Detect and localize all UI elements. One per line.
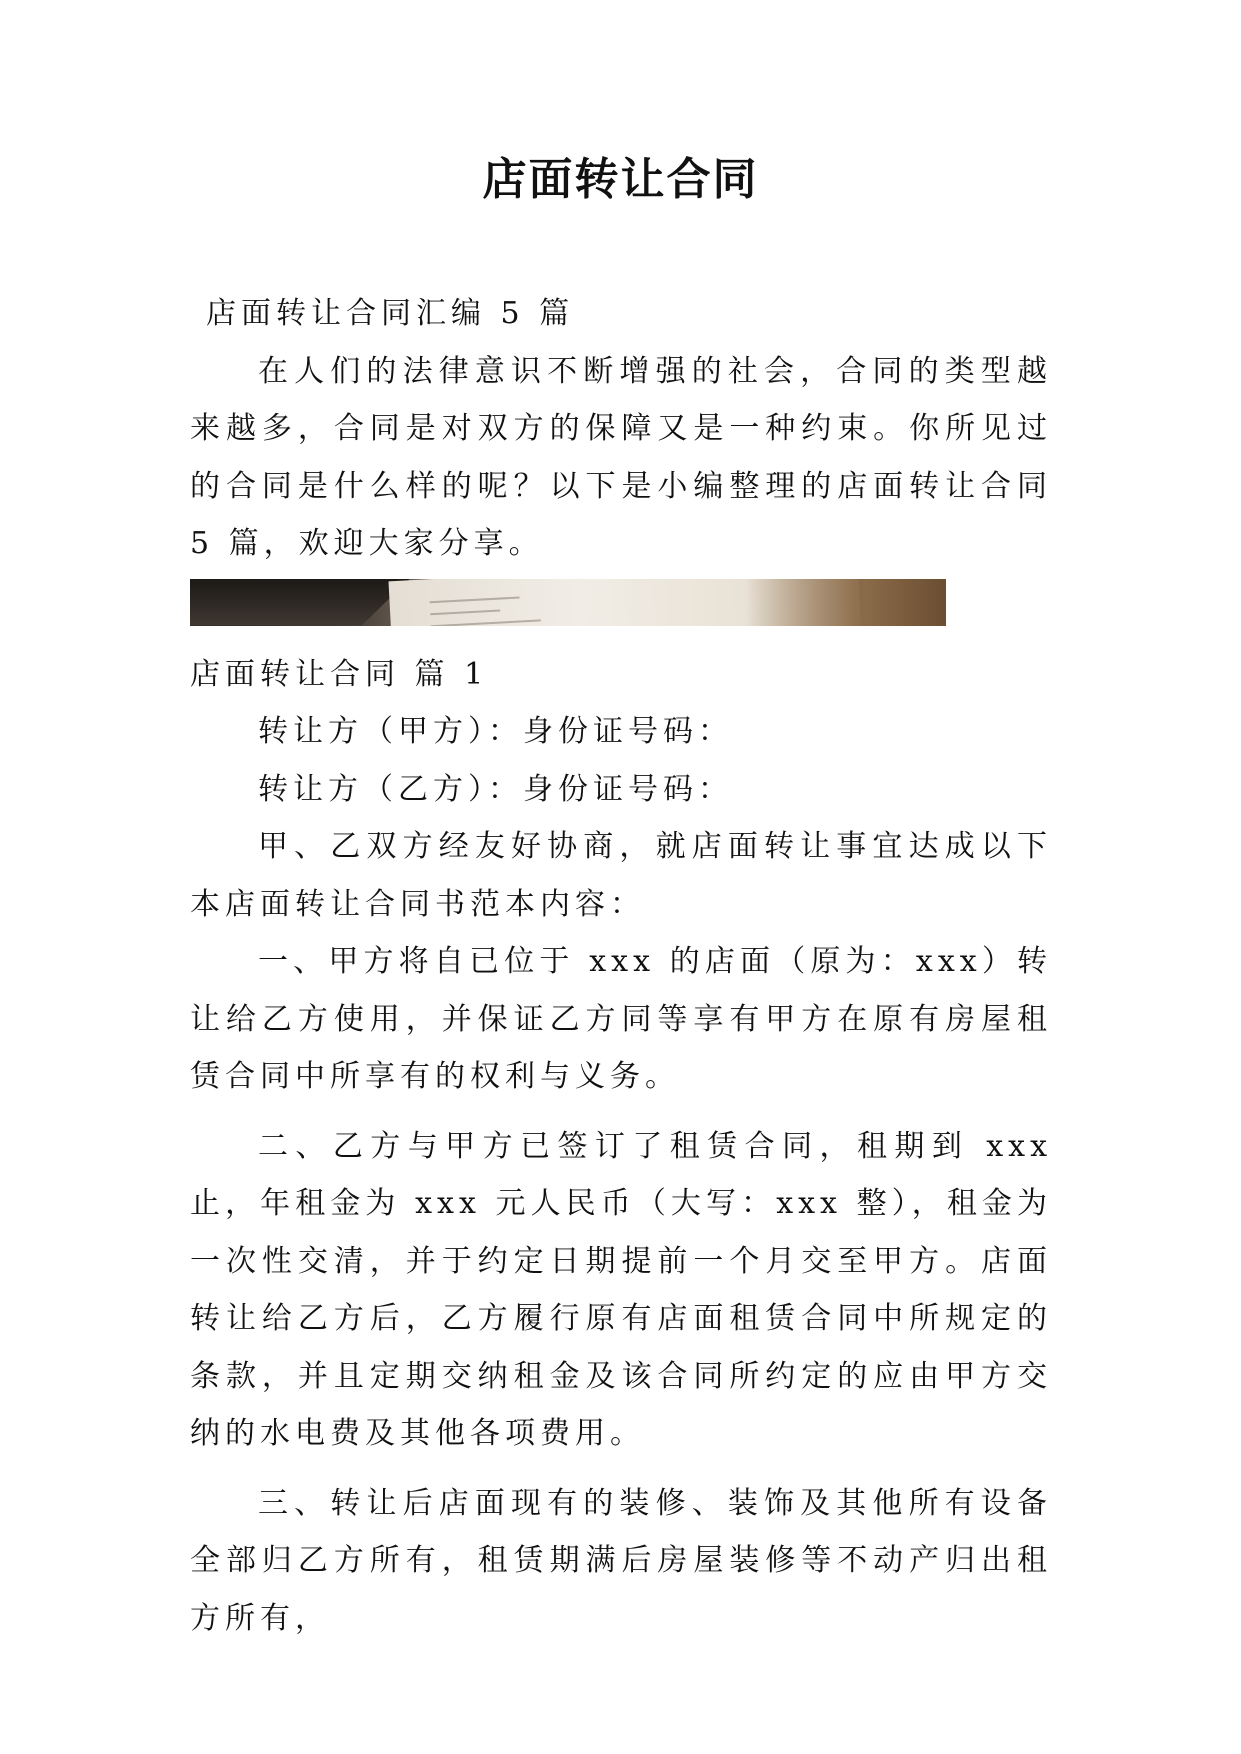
photo-paper-line	[430, 609, 500, 615]
document-title: 店面转让合同	[482, 154, 759, 205]
photo-paper-line	[430, 596, 520, 603]
photo-warm-region	[746, 579, 946, 626]
intro-paragraph: 在人们的法律意识不断增强的社会，合同的类型越来越多，合同是对双方的保障又是一种约束。你所见过的合同是什么样的呢？以下是小编整理的店面转让合同 5 篇，欢迎大家分享。	[190, 353, 1052, 561]
contract-clause-2: 二、乙方与甲方已签订了租赁合同，租期到 xxx 止，年租金为 xxx 元人民币（大写：xxx 整），租金为一次性交清，并于约定日期提前一个月交至甲方。店面转让给乙方后，乙方履行原有店面租赁合同中所规定的条款，并且定期交纳租金及该合同所约定的应由甲方交纳的水电费及其他各项费用。	[190, 1128, 1052, 1451]
document-photo-image	[190, 579, 946, 626]
contract-clause-3: 三、转让后店面现有的装修、装饰及其他所有设备全部归乙方所有，租赁期满后房屋装修等不动产归出租方所有，	[190, 1485, 1052, 1636]
contract-paragraph: 转让方（乙方）：身份证号码：	[258, 771, 733, 807]
document-body	[190, 285, 1052, 1647]
contract-paragraph: 甲、乙双方经友好协商，就店面转让事宜达成以下本店面转让合同书范本内容：	[190, 829, 1052, 922]
photo-shadow-region	[190, 579, 410, 626]
section-heading: 店面转让合同 篇 1	[190, 656, 489, 692]
document-subtitle: 店面转让合同汇编 5 篇	[206, 296, 575, 331]
contract-clause-1: 一、甲方将自已位于 xxx 的店面（原为：xxx）转让给乙方使用，并保证乙方同等享有甲方在原有房屋租赁合同中所享有的权利与义务。	[190, 944, 1052, 1094]
photo-paper-line	[431, 619, 541, 626]
contract-paragraph: 转让方（甲方）：身份证号码：	[258, 714, 733, 749]
